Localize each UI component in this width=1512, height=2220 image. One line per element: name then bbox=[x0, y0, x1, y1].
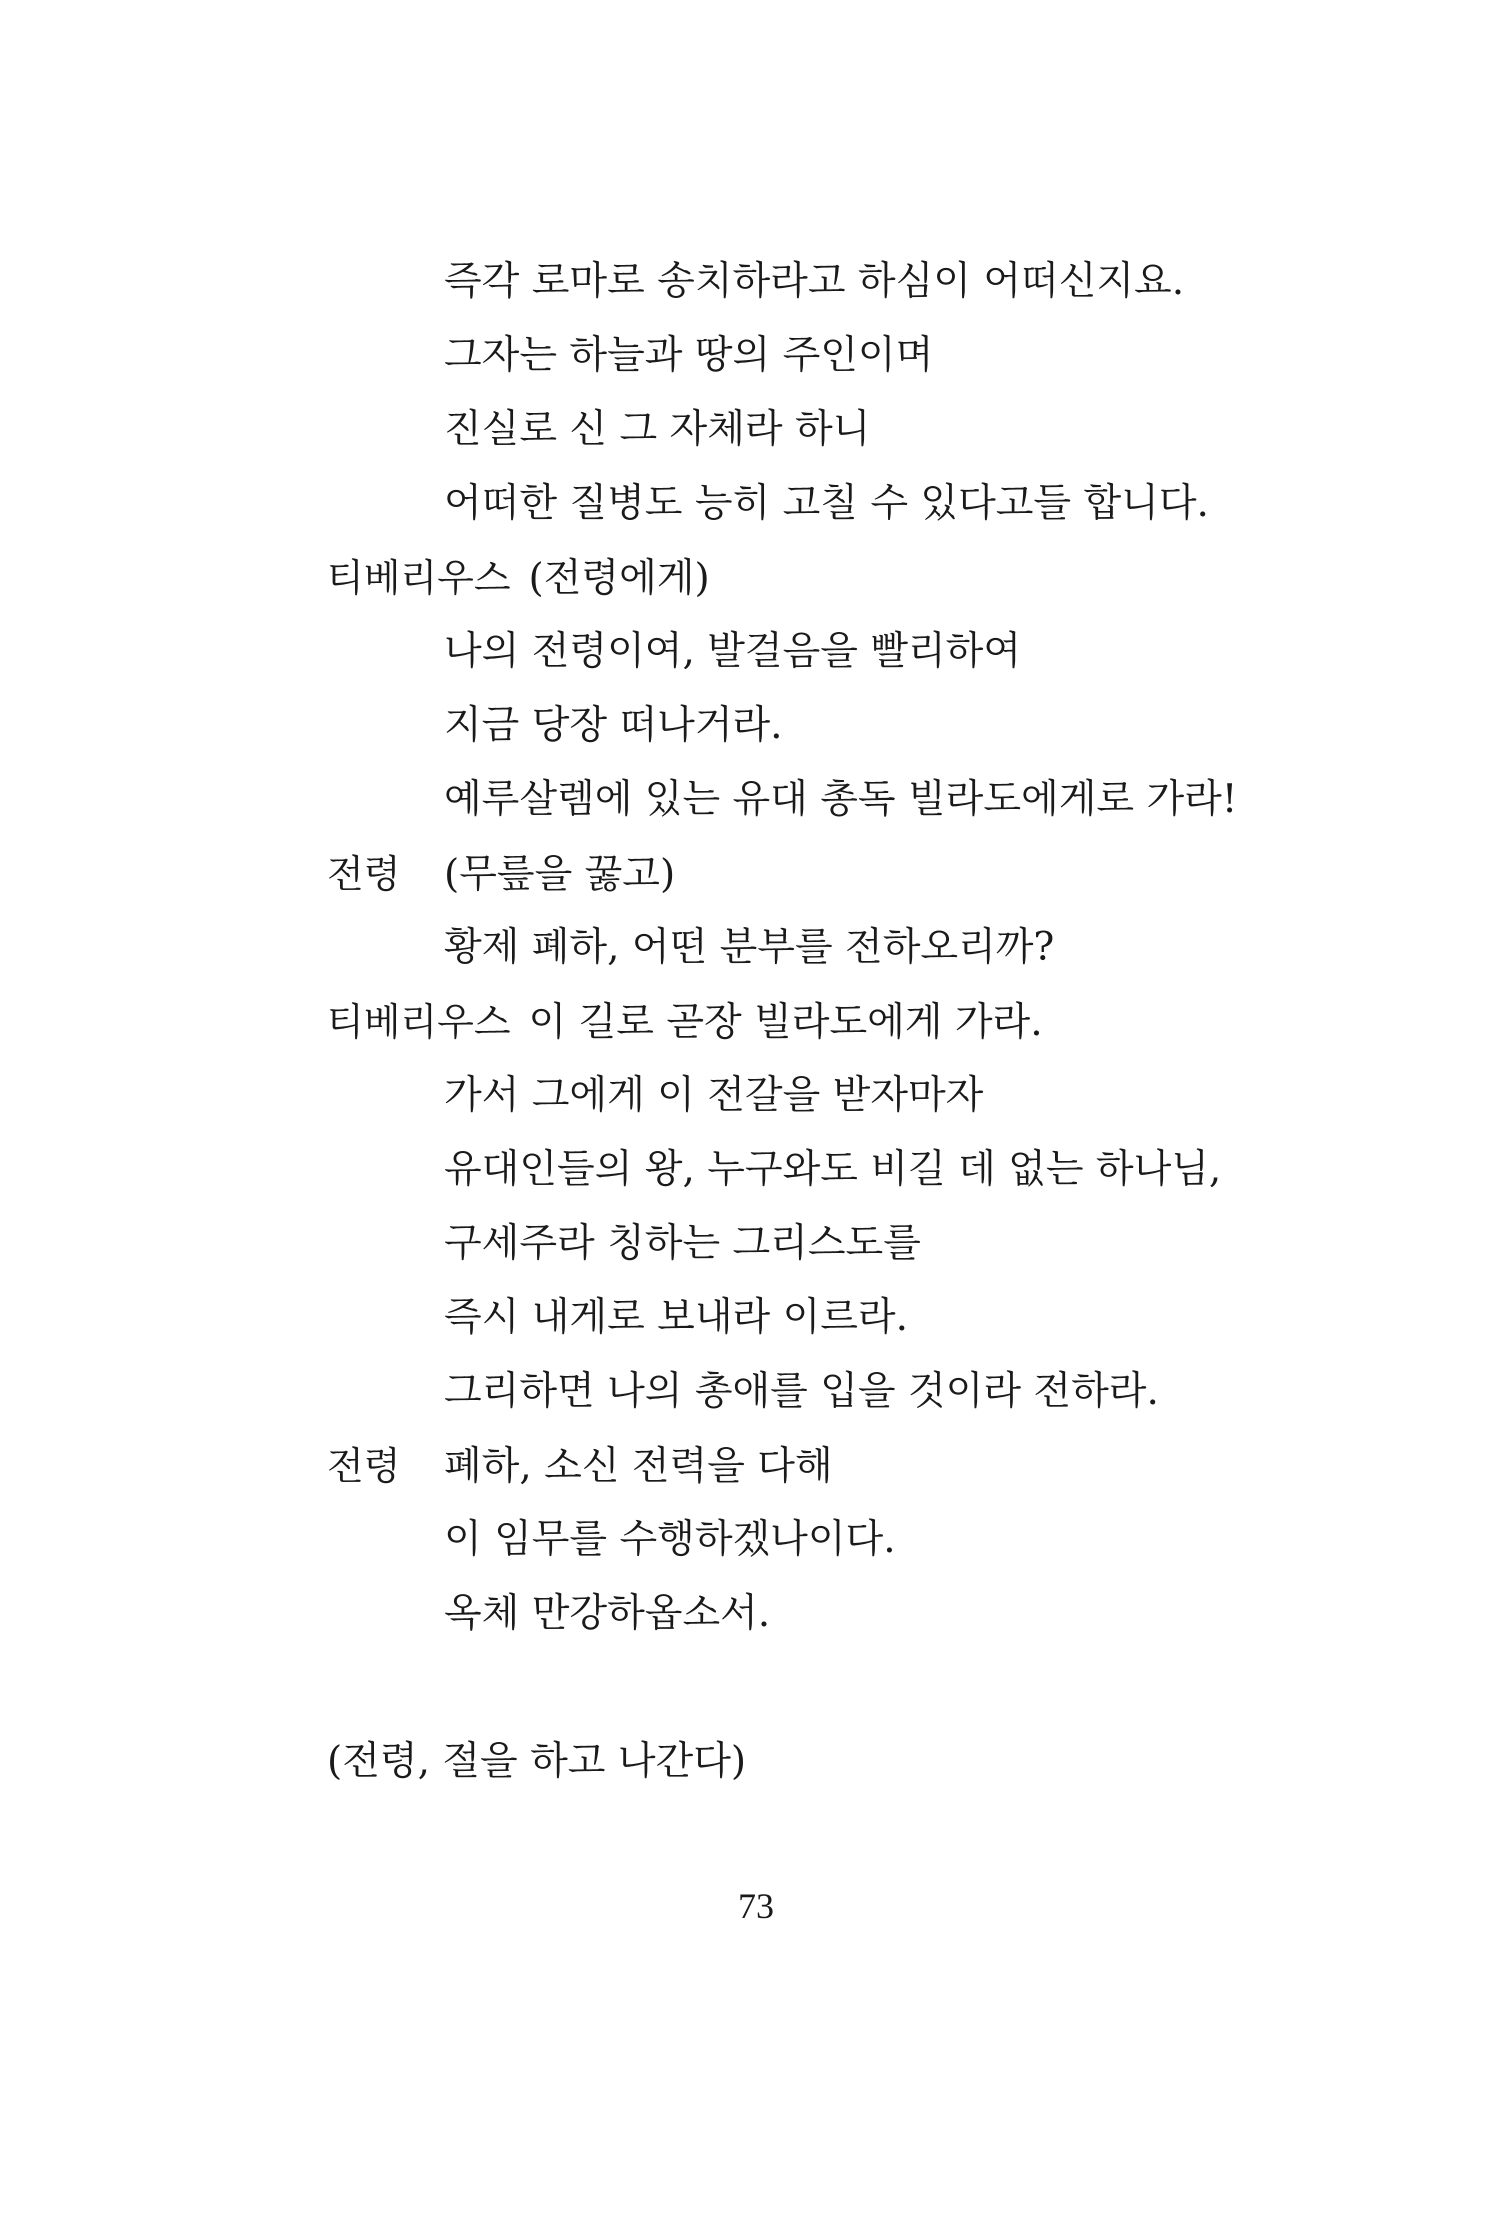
verse-line: 그자는 하늘과 땅의 주인이며 bbox=[444, 333, 934, 378]
verse-line: 황제 폐하, 어떤 분부를 전하오리까? bbox=[444, 925, 1055, 970]
verse-line: 즉시 내게로 보내라 이르라. bbox=[444, 1295, 909, 1340]
verse-line: 가서 그에게 이 전갈을 받자마자 bbox=[444, 1073, 984, 1118]
verse-line: 어떠한 질병도 능히 고칠 수 있다고들 합니다. bbox=[444, 481, 1209, 526]
page-number: 73 bbox=[738, 1886, 774, 1926]
speaker-name: 티베리우스 bbox=[327, 1000, 511, 1044]
speaker-name: 전령 bbox=[327, 1444, 401, 1488]
speaker-name: 전령 bbox=[327, 852, 401, 896]
speaker-line bbox=[327, 998, 1043, 1047]
verse-line: 그리하면 나의 총애를 입을 것이라 전하라. bbox=[444, 1369, 1159, 1414]
verse-line: 진실로 신 그 자체라 하니 bbox=[444, 407, 871, 452]
verse-line: 옥체 만강하옵소서. bbox=[444, 1591, 771, 1636]
verse-line: 나의 전령이여, 발걸음을 빨리하여 bbox=[444, 629, 1022, 674]
speaker-name: 티베리우스 bbox=[327, 556, 511, 600]
stage-note: (전령에게) bbox=[528, 556, 710, 601]
verse-line: 지금 당장 떠나거라. bbox=[444, 703, 783, 748]
verse-line: 구세주라 칭하는 그리스도를 bbox=[444, 1221, 921, 1266]
dialogue-text: 폐하, 소신 전력을 다해 bbox=[444, 1444, 833, 1489]
speaker-line bbox=[327, 1442, 833, 1491]
verse-line: 이 임무를 수행하겠나이다. bbox=[444, 1517, 896, 1562]
speaker-line bbox=[327, 554, 710, 603]
stage-note: (무릎을 꿇고) bbox=[444, 852, 676, 897]
verse-line: 예루살렘에 있는 유대 총독 빌라도에게로 가라! bbox=[444, 777, 1238, 822]
dialogue-text: 이 길로 곧장 빌라도에게 가라. bbox=[528, 1000, 1043, 1045]
verse-line: 유대인들의 왕, 누구와도 비길 데 없는 하나님, bbox=[444, 1147, 1222, 1192]
stage-direction: (전령, 절을 하고 나간다) bbox=[327, 1739, 747, 1784]
verse-line: 즉각 로마로 송치하라고 하심이 어떠신지요. bbox=[444, 259, 1185, 304]
speaker-line bbox=[327, 850, 675, 899]
